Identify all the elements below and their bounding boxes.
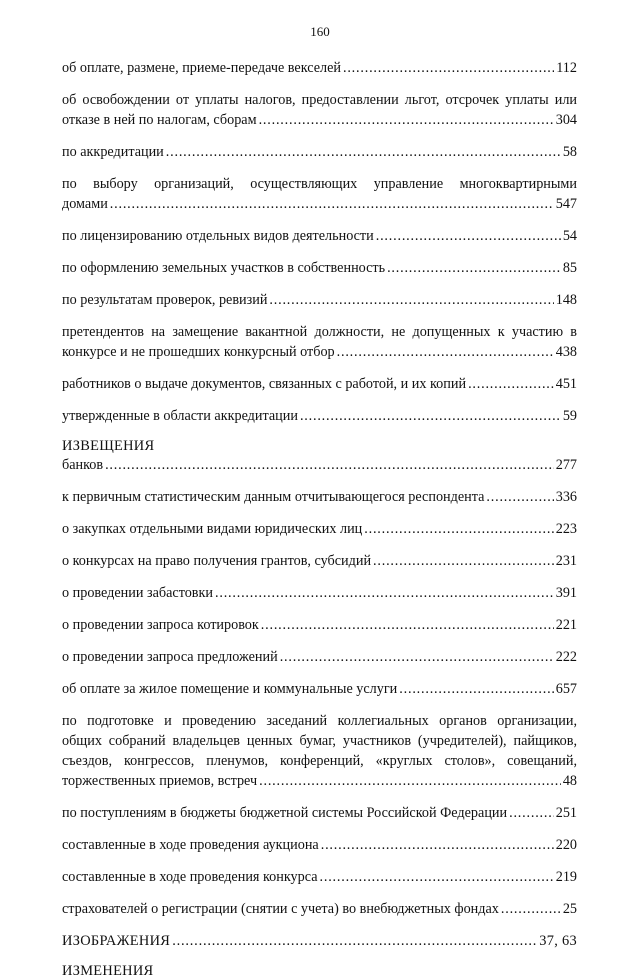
- entry-text: по лицензированию отдельных видов деятельности: [62, 228, 374, 244]
- index-entry: [62, 258, 577, 278]
- entry-last-line: [62, 583, 577, 603]
- entry-page-number: 25: [562, 901, 577, 917]
- entry-last-line: [62, 647, 577, 667]
- entry-text: по оформлению земельных участков в собственность: [62, 260, 386, 276]
- leader-dots: [343, 58, 554, 78]
- entry-page-number: 547: [555, 196, 577, 212]
- leader-dots: [320, 867, 554, 887]
- leader-dots: [399, 679, 553, 699]
- index-entry: [62, 615, 577, 635]
- leader-dots: [110, 194, 554, 214]
- leader-dots: [259, 110, 554, 130]
- index-entry: [62, 867, 577, 887]
- entry-text: по поступлениям в бюджеты бюджетной системы Российской Федерации: [62, 805, 508, 821]
- entry-line: съездов, конгрессов, пленумов, конференций, «круглых столов», совещаний,: [62, 753, 577, 769]
- leader-dots: [321, 835, 554, 855]
- entry-last-line: [62, 771, 577, 791]
- entry-page-number: 112: [556, 60, 577, 76]
- entry-text: составленные в ходе проведения конкурса: [62, 869, 318, 885]
- entry-text: о проведении запроса котировок: [62, 617, 259, 633]
- entry-page-number: 277: [555, 457, 577, 473]
- leader-dots: [468, 374, 554, 394]
- index-entry: [62, 679, 577, 699]
- index-entry: [62, 142, 577, 162]
- entry-page-number: 223: [555, 521, 577, 537]
- entry-last-line: [62, 519, 577, 539]
- entry-page-number: 221: [555, 617, 577, 633]
- index-entry: [62, 899, 577, 919]
- entry-last-line: [62, 899, 577, 919]
- index-entry: [62, 803, 577, 823]
- entry-last-line: [62, 290, 577, 310]
- entry-page-number: 391: [555, 585, 577, 601]
- entry-page-number: 85: [562, 260, 577, 276]
- index-entry: [62, 90, 577, 130]
- entry-last-line: [62, 142, 577, 162]
- leader-dots: [373, 551, 554, 571]
- entry-last-line: [62, 258, 577, 278]
- entry-text: о проведении забастовки: [62, 585, 213, 601]
- entry-text: о конкурсах на право получения грантов, субсидий: [62, 553, 372, 569]
- index-entry: [62, 374, 577, 394]
- entry-last-line: [62, 835, 577, 855]
- heading-izobrazheniya-pages: 37, 63: [539, 933, 577, 949]
- entries-group-2: [62, 455, 577, 919]
- entry-last-line: [62, 867, 577, 887]
- entry-page-number: 59: [562, 408, 577, 424]
- entry-line: по выбору организаций, осуществляющих управление многоквартирными: [62, 176, 577, 192]
- leader-dots: [501, 899, 561, 919]
- index-entry: [62, 647, 577, 667]
- leader-dots: [300, 406, 561, 426]
- leader-dots: [364, 519, 553, 539]
- entry-page-number: 219: [555, 869, 577, 885]
- page-number: 160: [310, 24, 330, 39]
- entry-page-number: 220: [555, 837, 577, 853]
- entry-page-number: 148: [555, 292, 577, 308]
- subject-index: [62, 58, 577, 980]
- leader-dots: [172, 931, 537, 951]
- leader-dots: [261, 615, 554, 635]
- leader-dots: [387, 258, 561, 278]
- index-entry: [62, 487, 577, 507]
- index-entry: [62, 711, 577, 791]
- entries-group-1: [62, 58, 577, 426]
- entry-text: страхователей о регистрации (снятии с учета) во внебюджетных фондах: [62, 901, 499, 917]
- entry-line: претендентов на замещение вакантной должности, не допущенных к участию в: [62, 324, 577, 340]
- entry-last-line: [62, 487, 577, 507]
- entry-page-number: 438: [555, 344, 577, 360]
- entry-last-line: [62, 110, 577, 130]
- entry-line: общих собраний владельцев ценных бумаг, участников (учредителей), пайщиков,: [62, 733, 577, 749]
- index-entry: [62, 58, 577, 78]
- index-entry: [62, 406, 577, 426]
- entry-last-line: [62, 551, 577, 571]
- entry-text: работников о выдаче документов, связанных с работой, и их копий: [62, 376, 467, 392]
- entry-text: отказе в ней по налогам, сборам: [62, 112, 257, 128]
- entry-last-line: [62, 455, 577, 475]
- entry-page-number: 251: [555, 805, 577, 821]
- index-entry: [62, 583, 577, 603]
- leader-dots: [337, 342, 554, 362]
- index-entry: [62, 174, 577, 214]
- entry-page-number: 451: [555, 376, 577, 392]
- entry-page-number: 657: [555, 681, 577, 697]
- leader-dots: [376, 226, 561, 246]
- index-entry: [62, 519, 577, 539]
- index-entry: [62, 290, 577, 310]
- leader-dots: [215, 583, 554, 603]
- entry-text: конкурсе и не прошедших конкурсный отбор: [62, 344, 335, 360]
- entry-text: о закупках отдельными видами юридических лиц: [62, 521, 363, 537]
- entry-last-line: [62, 406, 577, 426]
- entry-text: к первичным статистическим данным отчитывающегося респондента: [62, 489, 485, 505]
- leader-dots: [486, 487, 553, 507]
- leader-dots: [259, 771, 561, 791]
- entry-text: банков: [62, 457, 104, 473]
- entry-line: по подготовке и проведению заседаний коллегиальных органов организации,: [62, 713, 577, 729]
- entry-text: по результатам проверок, ревизий: [62, 292, 268, 308]
- entry-page-number: 231: [555, 553, 577, 569]
- entry-text: по аккредитации: [62, 144, 164, 160]
- entry-text: об оплате за жилое помещение и коммунальные услуги: [62, 681, 398, 697]
- index-entry: [62, 226, 577, 246]
- entry-page-number: 304: [555, 112, 577, 128]
- entry-last-line: [62, 615, 577, 635]
- entry-page-number: 58: [562, 144, 577, 160]
- entry-page-number: 48: [562, 773, 577, 789]
- leader-dots: [509, 803, 554, 823]
- heading-izmeneniya: ИЗМЕНЕНИЯ: [62, 963, 154, 979]
- entry-last-line: [62, 58, 577, 78]
- entry-page-number: 54: [562, 228, 577, 244]
- leader-dots: [166, 142, 561, 162]
- entry-text: домами: [62, 196, 108, 212]
- leader-dots: [269, 290, 553, 310]
- heading-izobrazheniya: [62, 931, 577, 951]
- entry-last-line: [62, 679, 577, 699]
- index-entry: [62, 322, 577, 362]
- entry-last-line: [62, 374, 577, 394]
- index-entry: [62, 455, 577, 475]
- heading-izvescheniya: ИЗВЕЩЕНИЯ: [62, 438, 155, 454]
- entry-line: об освобождении от уплаты налогов, предоставлении льгот, отсрочек уплаты или: [62, 92, 577, 108]
- entry-page-number: 336: [555, 489, 577, 505]
- heading-izobrazheniya-label: ИЗОБРАЖЕНИЯ: [62, 933, 171, 949]
- entry-last-line: [62, 803, 577, 823]
- entry-text: об оплате, размене, приеме-передаче векселей: [62, 60, 341, 76]
- index-entry: [62, 835, 577, 855]
- entry-text: о проведении запроса предложений: [62, 649, 278, 665]
- entry-text: торжественных приемов, встреч: [62, 773, 258, 789]
- leader-dots: [280, 647, 554, 667]
- entry-text: составленные в ходе проведения аукциона: [62, 837, 319, 853]
- entry-text: утвержденные в области аккредитации: [62, 408, 298, 424]
- leader-dots: [105, 455, 554, 475]
- entry-last-line: [62, 342, 577, 362]
- entry-page-number: 222: [555, 649, 577, 665]
- index-entry: [62, 551, 577, 571]
- entry-last-line: [62, 194, 577, 214]
- entry-last-line: [62, 226, 577, 246]
